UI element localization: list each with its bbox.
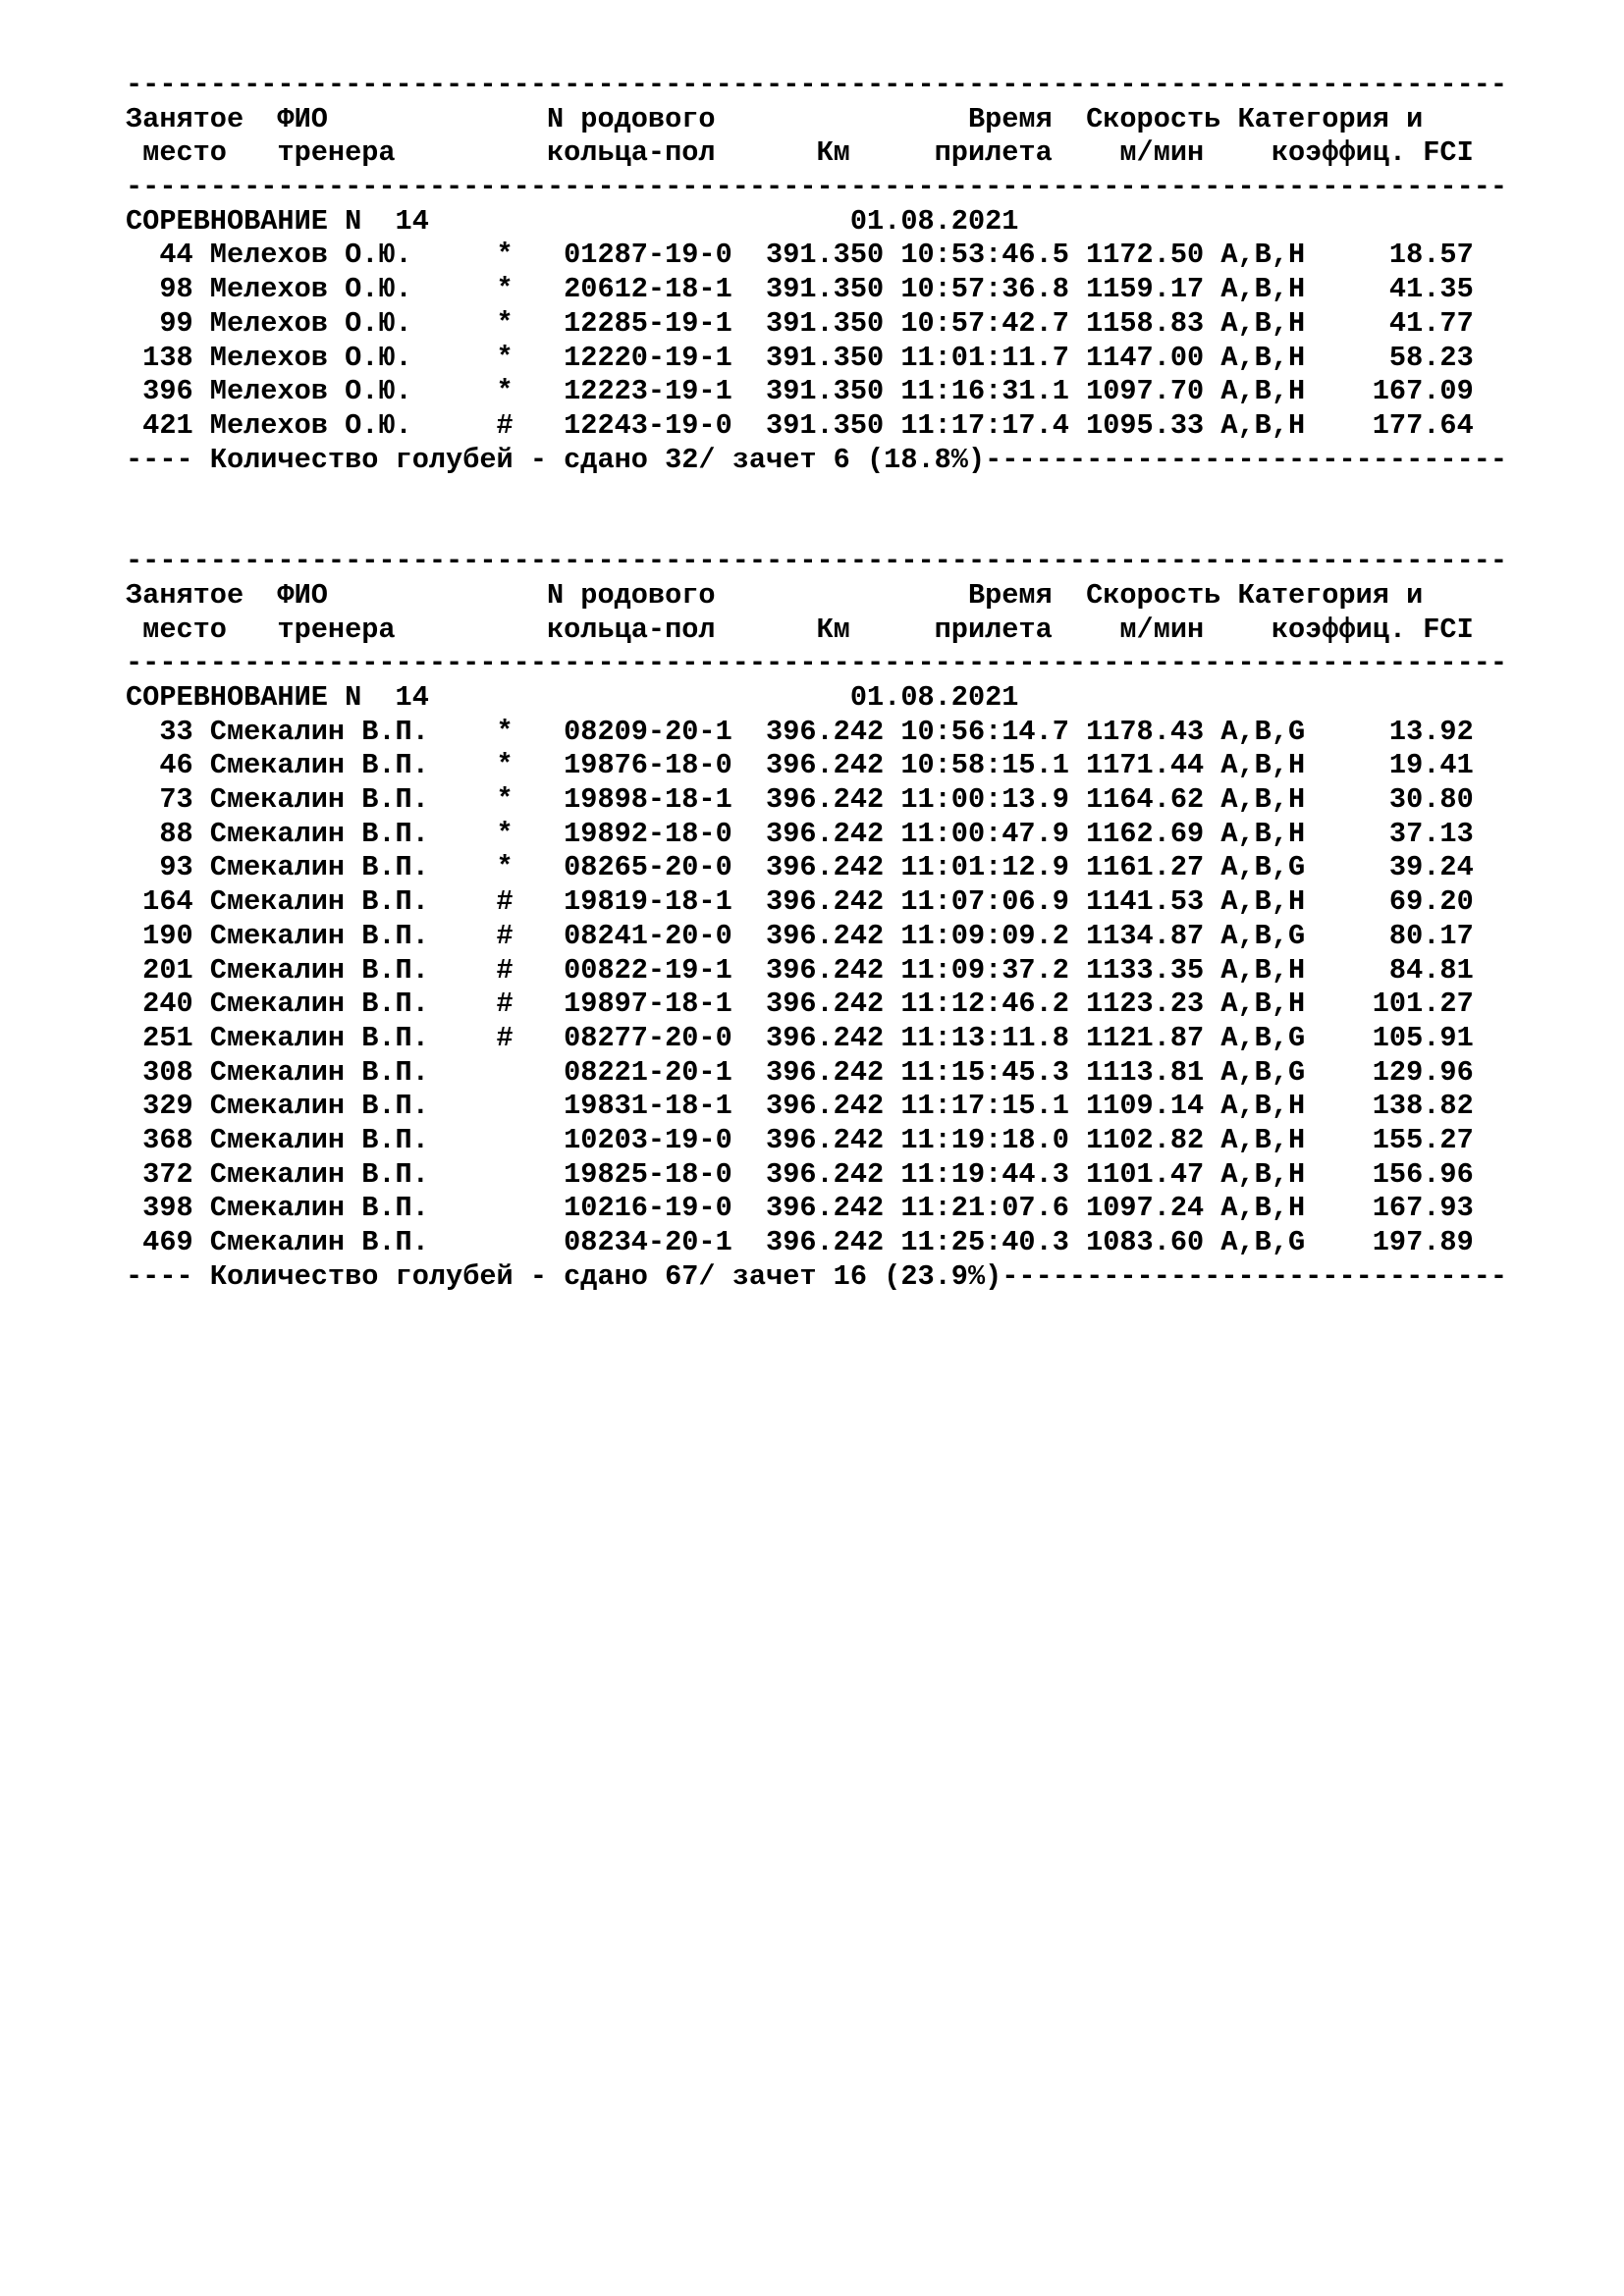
summary-line: ---- Количество голубей - сдано 67/ зачет 16 (23.9%)------------------------------ bbox=[126, 1259, 1508, 1293]
rule-line: ---------------------------------------------------------------------------------- bbox=[126, 171, 1508, 204]
result-row: 421 Мелехов О.Ю. # 12243-19-0 391.350 11:17:17.4 1095.33 A,B,H 177.64 bbox=[126, 408, 1474, 442]
result-row: 73 Смекалин В.П. * 19898-18-1 396.242 11:00:13.9 1164.62 A,B,H 30.80 bbox=[126, 783, 1474, 817]
column-header-1: Занятое ФИО N родового Время Скорость Категория и bbox=[126, 102, 1424, 135]
rule-line: ---------------------------------------------------------------------------------- bbox=[126, 647, 1508, 680]
results-sheet bbox=[126, 69, 1598, 1294]
column-header-2: место тренера кольца-пол Км прилета м/мин коэффиц. FCI bbox=[126, 613, 1474, 646]
column-header-1: Занятое ФИО N родового Время Скорость Категория и bbox=[126, 578, 1424, 612]
rule-line: ---------------------------------------------------------------------------------- bbox=[126, 545, 1508, 578]
result-row: 46 Смекалин В.П. * 19876-18-0 396.242 10:58:15.1 1171.44 A,B,H 19.41 bbox=[126, 749, 1474, 782]
result-row: 240 Смекалин В.П. # 19897-18-1 396.242 11:12:46.2 1123.23 A,B,H 101.27 bbox=[126, 988, 1474, 1021]
competition-report bbox=[126, 545, 1598, 1294]
competition-report bbox=[126, 69, 1598, 477]
competition-title: СОРЕВНОВАНИЕ N 14 01.08.2021 bbox=[126, 204, 1019, 238]
result-row: 396 Мелехов О.Ю. * 12223-19-1 391.350 11:16:31.1 1097.70 A,B,H 167.09 bbox=[126, 375, 1474, 408]
result-row: 201 Смекалин В.П. # 00822-19-1 396.242 11:09:37.2 1133.35 A,B,H 84.81 bbox=[126, 953, 1474, 987]
result-row: 98 Мелехов О.Ю. * 20612-18-1 391.350 10:57:36.8 1159.17 A,B,H 41.35 bbox=[126, 273, 1474, 306]
result-row: 372 Смекалин В.П. 19825-18-0 396.242 11:19:44.3 1101.47 A,B,H 156.96 bbox=[126, 1157, 1474, 1191]
competition-title: СОРЕВНОВАНИЕ N 14 01.08.2021 bbox=[126, 681, 1019, 714]
result-row: 138 Мелехов О.Ю. * 12220-19-1 391.350 11:01:11.7 1147.00 A,B,H 58.23 bbox=[126, 341, 1474, 374]
result-row: 93 Смекалин В.П. * 08265-20-0 396.242 11:01:12.9 1161.27 A,B,G 39.24 bbox=[126, 851, 1474, 884]
result-row: 398 Смекалин В.П. 10216-19-0 396.242 11:21:07.6 1097.24 A,B,H 167.93 bbox=[126, 1192, 1474, 1225]
result-row: 190 Смекалин В.П. # 08241-20-0 396.242 11:09:09.2 1134.87 A,B,G 80.17 bbox=[126, 919, 1474, 952]
result-row: 251 Смекалин В.П. # 08277-20-0 396.242 11:13:11.8 1121.87 A,B,G 105.91 bbox=[126, 1021, 1474, 1054]
result-row: 368 Смекалин В.П. 10203-19-0 396.242 11:19:18.0 1102.82 A,B,H 155.27 bbox=[126, 1123, 1474, 1156]
column-header-2: место тренера кольца-пол Км прилета м/мин коэффиц. FCI bbox=[126, 136, 1474, 170]
result-row: 469 Смекалин В.П. 08234-20-1 396.242 11:25:40.3 1083.60 A,B,G 197.89 bbox=[126, 1226, 1474, 1258]
result-row: 99 Мелехов О.Ю. * 12285-19-1 391.350 10:57:42.7 1158.83 A,B,H 41.77 bbox=[126, 306, 1474, 340]
result-row: 33 Смекалин В.П. * 08209-20-1 396.242 10:56:14.7 1178.43 A,B,G 13.92 bbox=[126, 715, 1474, 748]
rule-line: ---------------------------------------------------------------------------------- bbox=[126, 69, 1508, 101]
summary-line: ---- Количество голубей - сдано 32/ зачет 6 (18.8%)------------------------------- bbox=[126, 443, 1508, 476]
result-row: 308 Смекалин В.П. 08221-20-1 396.242 11:15:45.3 1113.81 A,B,G 129.96 bbox=[126, 1055, 1474, 1089]
result-row: 44 Мелехов О.Ю. * 01287-19-0 391.350 10:53:46.5 1172.50 A,B,H 18.57 bbox=[126, 239, 1474, 272]
result-row: 164 Смекалин В.П. # 19819-18-1 396.242 11:07:06.9 1141.53 A,B,H 69.20 bbox=[126, 885, 1474, 919]
result-row: 329 Смекалин В.П. 19831-18-1 396.242 11:17:15.1 1109.14 A,B,H 138.82 bbox=[126, 1090, 1474, 1123]
result-row: 88 Смекалин В.П. * 19892-18-0 396.242 11:00:47.9 1162.69 A,B,H 37.13 bbox=[126, 817, 1474, 850]
